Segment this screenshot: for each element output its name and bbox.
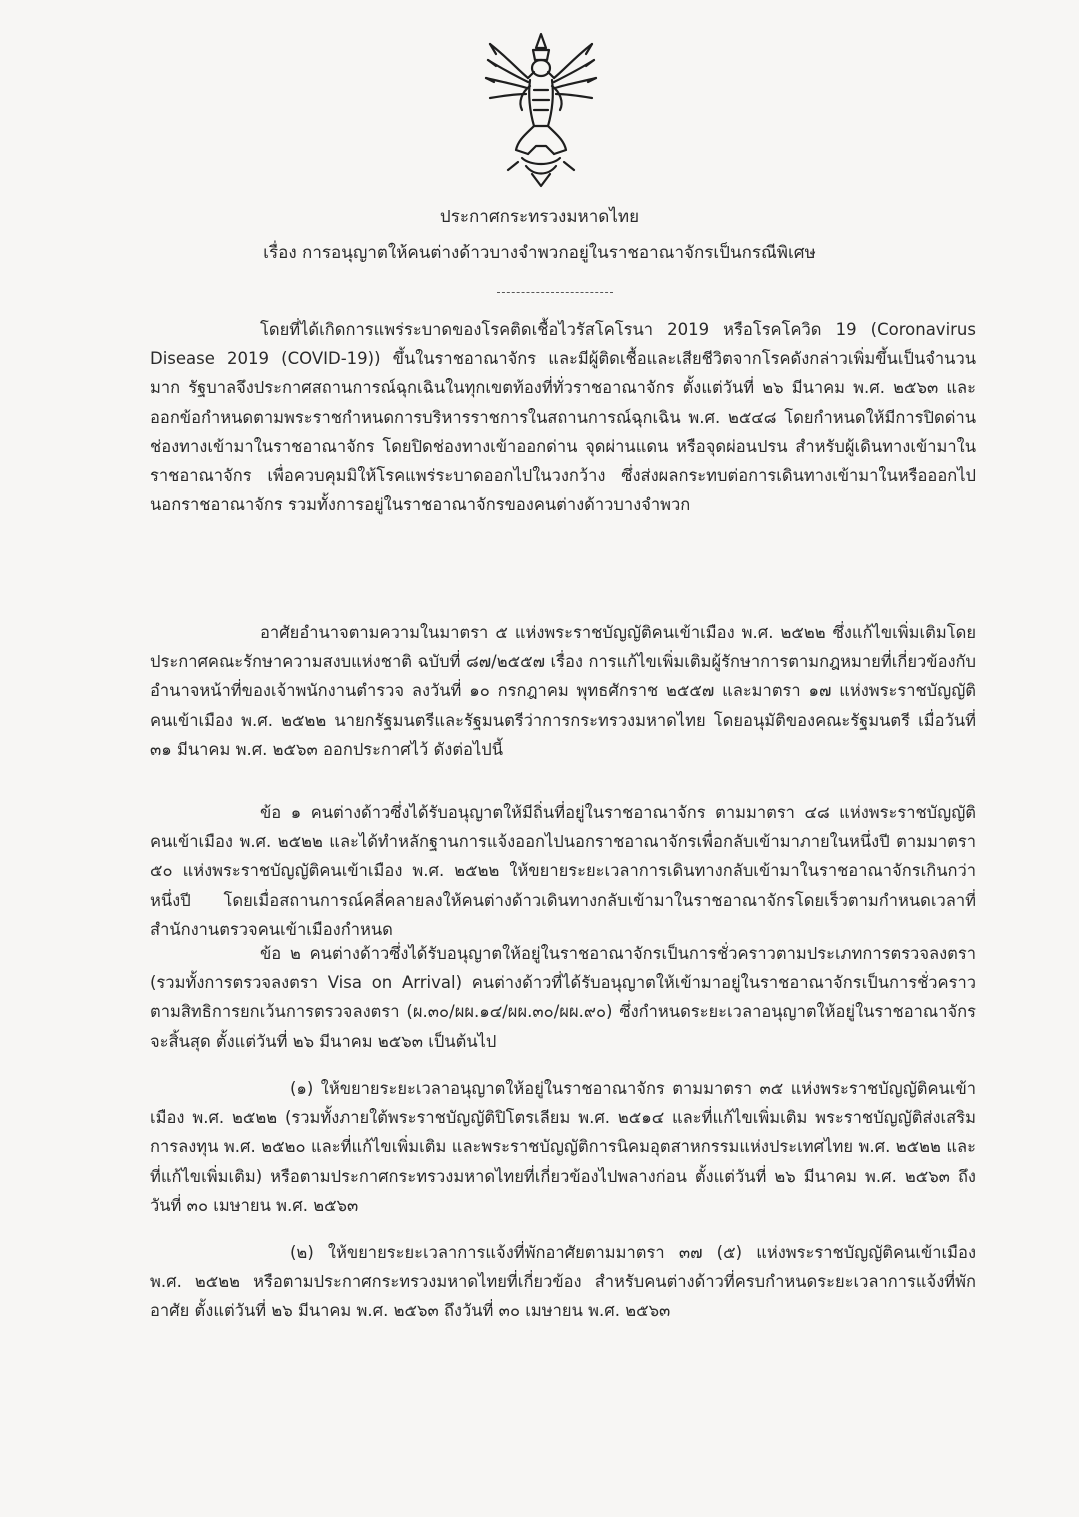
paragraph-clause-2: ข้อ ๒ คนต่างด้าวซึ่งได้รับอนุญาตให้อยู่ในราชอาณาจักรเป็นการชั่วคราวตามประเภทการตรวจลงตรา (รวมทั้งการตรวจลงตรา Visa on Arrival) คนต่างด้าวที่ได้รับอนุญาตให้เข้ามาอยู่ในราชอาณาจักรเป็นการชั่วคราวตามสิทธิการยกเว้นการตรวจลงตรา (ผ.๓๐/ผผ.๑๔/ผผ.๓๐/ผผ.๙๐) ซึ่งกำหนดระยะเวลาอนุญาตให้อยู่ในราชอาณาจักรจะสิ้นสุด ตั้งแต่วันที่ ๒๖ มีนาคม ๒๕๖๓ เป็นต้นไป <box>150 944 976 1051</box>
separator-line <box>497 292 613 293</box>
paragraph-authority: อาศัยอำนาจตามความในมาตรา ๕ แห่งพระราชบัญญัติคนเข้าเมือง พ.ศ. ๒๕๒๒ ซึ่งแก้ไขเพิ่มเติมโดยประกาศคณะรักษาความสงบแห่งชาติ ฉบับที่ ๘๗/๒๕๕๗ เรื่อง การแก้ไขเพิ่มเติมผู้รักษาการตามกฎหมายที่เกี่ยวข้องกับอำนาจหน้าที่ของเจ้าพนักงานตำรวจ ลงวันที่ ๑๐ กรกฎาคม พุทธศักราช ๒๕๕๗ และมาตรา ๑๗ แห่งพระราชบัญญัติคนเข้าเมือง พ.ศ. ๒๕๒๒ นายกรัฐมนตรีและรัฐมนตรีว่าการกระทรวงมหาดไทย โดยอนุมัติของคณะรัฐมนตรี เมื่อวันที่ ๓๑ มีนาคม พ.ศ. ๒๕๖๓ ออกประกาศไว้ ดังต่อไปนี้ <box>150 623 976 759</box>
garuda-emblem-icon <box>478 30 604 190</box>
paragraph-preamble: โดยที่ได้เกิดการแพร่ระบาดของโรคติดเชื้อไวรัสโคโรนา 2019 หรือโรคโควิด 19 (Coronavirus Disease 2019 (COVID-19)) ขึ้นในราชอาณาจักร และมีผู้ติดเชื้อและเสียชีวิตจากโรคดังกล่าวเพิ่มขึ้นเป็นจำนวนมาก รัฐบาลจึงประกาศสถานการณ์ฉุกเฉินในทุกเขตท้องที่ทั่วราชอาณาจักร ตั้งแต่วันที่ ๒๖ มีนาคม พ.ศ. ๒๕๖๓ และออกข้อกำหนดตามพระราชกำหนดการบริหารราชการในสถานการณ์ฉุกเฉิน พ.ศ. ๒๕๔๘ โดยกำหนดให้มีการปิดด่านช่องทางเข้ามาในราชอาณาจักร โดยปิดช่องทางเข้าออกด่าน จุดผ่านแดน หรือจุดผ่อนปรน สำหรับผู้เดินทางเข้ามาในราชอาณาจักร เพื่อควบคุมมิให้โรคแพร่ระบาดออกไปในวงกว้าง ซึ่งส่งผลกระทบต่อการเดินทางเข้ามาในหรือออกไปนอกราชอาณาจักร รวมทั้งการอยู่ในราชอาณาจักรของคนต่างด้าวบางจำพวก <box>150 320 976 515</box>
document-subject: เรื่อง การอนุญาตให้คนต่างด้าวบางจำพวกอยู่ในราชอาณาจักรเป็นกรณีพิเศษ <box>263 243 816 263</box>
paragraph-subclause-2: (๒) ให้ขยายระยะเวลาการแจ้งที่พักอาศัยตามมาตรา ๓๗ (๕) แห่งพระราชบัญญัติคนเข้าเมือง พ.ศ. ๒๕๒๒ หรือตามประกาศกระทรวงมหาดไทยที่เกี่ยวข้อง สำหรับคนต่างด้าวที่ครบกำหนดระยะเวลาการแจ้งที่พักอาศัย ตั้งแต่วันที่ ๒๖ มีนาคม พ.ศ. ๒๕๖๓ ถึงวันที่ ๓๐ เมษายน พ.ศ. ๒๕๖๓ <box>150 1243 976 1321</box>
document-title: ประกาศกระทรวงมหาดไทย <box>439 207 640 227</box>
paragraph-clause-1: ข้อ ๑ คนต่างด้าวซึ่งได้รับอนุญาตให้มีถิ่นที่อยู่ในราชอาณาจักร ตามมาตรา ๔๘ แห่งพระราชบัญญัติคนเข้าเมือง พ.ศ. ๒๕๒๒ และได้ทำหลักฐานการแจ้งออกไปนอกราชอาณาจักรเพื่อกลับเข้ามาภายในหนึ่งปี ตามมาตรา ๕๐ แห่งพระราชบัญญัติคนเข้าเมือง พ.ศ. ๒๕๒๒ ให้ขยายระยะเวลาการเดินทางกลับเข้ามาในราชอาณาจักรเกินกว่าหนึ่งปี โดยเมื่อสถานการณ์คลี่คลายลงให้คนต่างด้าวเดินทางกลับเข้ามาในราชอาณาจักรโดยเร็วตามกำหนดเวลาที่สำนักงานตรวจคนเข้าเมืองกำหนด <box>150 803 976 939</box>
paragraph-subclause-1: (๑) ให้ขยายระยะเวลาอนุญาตให้อยู่ในราชอาณาจักร ตามมาตรา ๓๕ แห่งพระราชบัญญัติคนเข้าเมือง พ.ศ. ๒๕๒๒ (รวมทั้งภายใต้พระราชบัญญัติปิโตรเลียม พ.ศ. ๒๕๑๔ และที่แก้ไขเพิ่มเติม พระราชบัญญัติส่งเสริมการลงทุน พ.ศ. ๒๕๒๐ และที่แก้ไขเพิ่มเติม และพระราชบัญญัติการนิคมอุตสาหกรรมแห่งประเทศไทย พ.ศ. ๒๕๒๒ และที่แก้ไขเพิ่มเติม) หรือตามประกาศกระทรวงมหาดไทยที่เกี่ยวข้องไปพลางก่อน ตั้งแต่วันที่ ๒๖ มีนาคม พ.ศ. ๒๕๖๓ ถึงวันที่ ๓๐ เมษายน พ.ศ. ๒๕๖๓ <box>150 1079 976 1215</box>
